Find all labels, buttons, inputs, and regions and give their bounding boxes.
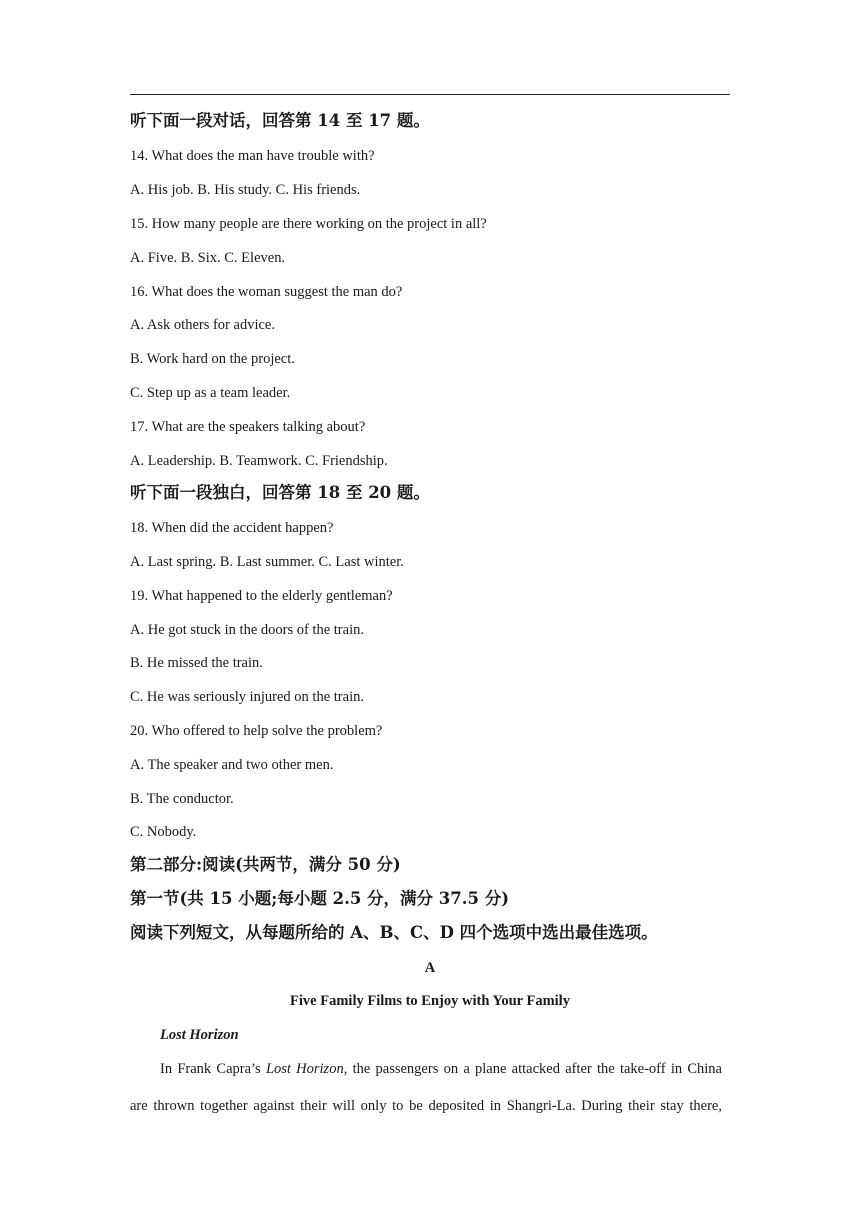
para1-post: , the passengers on a plane attacked after the take-off in China — [343, 1061, 722, 1077]
passage-paragraph-line-1 — [160, 1060, 722, 1078]
option-16a: A. Ask others for advice. — [130, 317, 275, 333]
part2-heading: 第二部分:阅读(共两节，满分 50 分) — [130, 855, 401, 874]
option-19c: C. He was seriously injured on the train. — [130, 689, 364, 705]
passage-title: Five Family Films to Enjoy with Your Family — [290, 993, 570, 1009]
option-20c: C. Nobody. — [130, 824, 197, 840]
film-title: Lost Horizon — [160, 1027, 239, 1043]
options-17: A. Leadership. B. Teamwork. C. Friendship. — [130, 453, 388, 469]
question-14: 14. What does the man have trouble with? — [130, 148, 375, 164]
question-20: 20. Who offered to help solve the problem? — [130, 723, 383, 739]
question-17: 17. What are the speakers talking about? — [130, 419, 366, 435]
options-18: A. Last spring. B. Last summer. C. Last winter. — [130, 554, 404, 570]
passage-paragraph-line-2: are thrown together against their will only to be deposited in Shangri-La. During their stay there, — [130, 1098, 722, 1114]
section-heading-dialogue: 听下面一段对话，回答第 14 至 17 题。 — [130, 111, 430, 130]
para1-italic: Lost Horizon — [265, 1061, 344, 1077]
passage-letter: A — [424, 960, 436, 976]
option-20a: A. The speaker and two other men. — [130, 757, 334, 773]
option-19a: A. He got stuck in the doors of the train. — [130, 622, 364, 638]
options-15: A. Five. B. Six. C. Eleven. — [130, 250, 286, 266]
question-16: 16. What does the woman suggest the man do? — [130, 284, 403, 300]
question-15: 15. How many people are there working on the project in all? — [130, 216, 487, 232]
question-18: 18. When did the accident happen? — [130, 520, 334, 536]
option-16c: C. Step up as a team leader. — [130, 385, 291, 401]
options-14: A. His job. B. His study. C. His friends. — [130, 182, 361, 198]
header-rule — [130, 94, 730, 95]
question-19: 19. What happened to the elderly gentleman? — [130, 588, 393, 604]
part2-instruction: 阅读下列短文，从每题所给的 A、B、C、D 四个选项中选出最佳选项。 — [130, 923, 658, 942]
para1-pre: In Frank Capra’s — [160, 1061, 266, 1077]
option-16b: B. Work hard on the project. — [130, 351, 295, 367]
section-heading-monologue: 听下面一段独白，回答第 18 至 20 题。 — [130, 483, 430, 502]
part2-sub-heading: 第一节(共 15 小题;每小题 2.5 分，满分 37.5 分) — [130, 889, 510, 908]
option-20b: B. The conductor. — [130, 791, 234, 807]
option-19b: B. He missed the train. — [130, 655, 263, 671]
